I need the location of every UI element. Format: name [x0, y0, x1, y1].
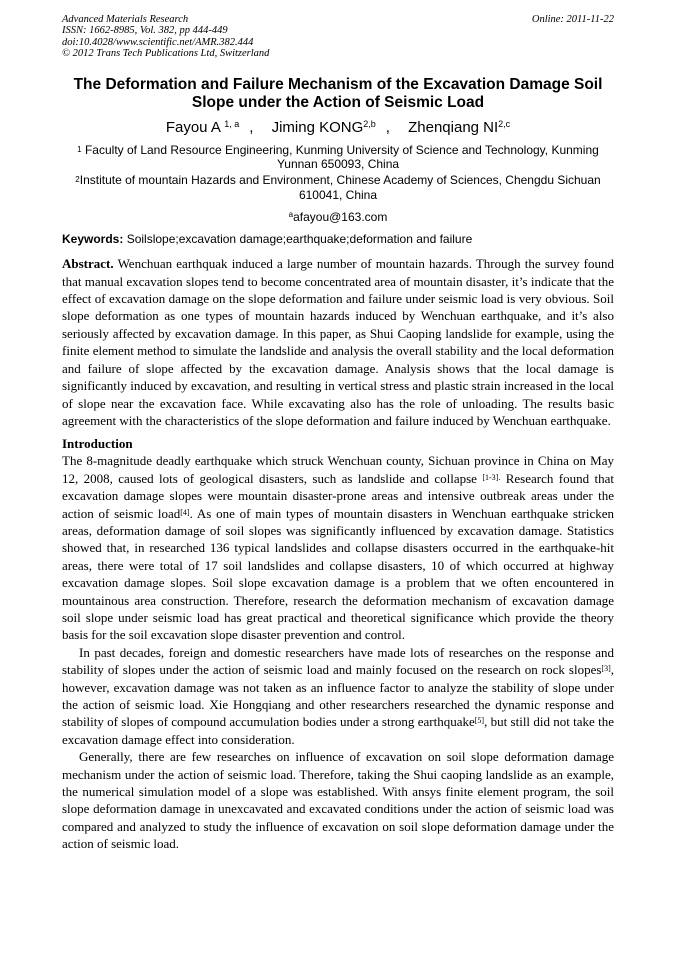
author-separator: ,: [385, 118, 390, 136]
abstract-label: Abstract.: [62, 256, 114, 272]
issn: ISSN: 1662-8985, Vol. 382, pp 444-449: [62, 25, 228, 37]
abstract-text: Wenchuan earthquak induced a large number of mountain hazards. Through the survey found that manual excavation slopes tend to become concentrated area of mountain disaster, it’s indicate that the effect of excavation damage on the slope deformation and failure under seismic load is very obvious. Soil slope deformation as one types of mountain hazards induced by Wenchuan earthquake, and it’s also seriously affected by excavation damage. In this paper, as Shui Caoping landslide for example, using the finite element method to simulate the landslide and analysis the overall stability and the local deformation and failure of slope affected by the excavation damage. Analysis shows that the local damage is significantly induced by excavation, and resulting in vertical stress and plastic strain increased in the local of slope near the excavation face. While excavating also has the role of unloading. The results basic agreement with the characteristics of the slope deformation and failure induced by Wenchuan earthquake.: [62, 256, 614, 428]
citation: [3]: [601, 664, 611, 674]
author-sup: 2,c: [498, 118, 511, 129]
keywords-label: Keywords:: [62, 232, 124, 247]
author-sup: 1, a: [224, 118, 240, 129]
keywords: [62, 232, 614, 246]
text-run: , however, excavation damage was not taken as an influence factor to analyze the stability of slope under the action of seismic load. Xie Hongqiang and other researchers researched the dynamic response and stability of slopes of compound accumulation bodies under a strong earthquake: [62, 662, 614, 730]
title-line-1: The Deformation and Failure Mechanism of the Excavation Damage Soil: [73, 75, 603, 93]
affiliation-2: [62, 173, 614, 202]
author-email: [62, 210, 614, 224]
intro-paragraph-2: [62, 644, 614, 748]
author-name: Jiming KONG: [271, 118, 364, 136]
affiliation-line: 610041, China: [298, 187, 378, 202]
text-run: In past decades, foreign and domestic researchers have made lots of researches on the response and stability of slopes under the action of seismic load and mainly focused on the research on rock slopes: [62, 644, 614, 678]
author-sup: 2,b: [363, 118, 376, 129]
intro-paragraph-1: [62, 452, 614, 643]
citation: [5]: [474, 716, 485, 726]
affiliation-sup: 1: [77, 144, 82, 154]
citation: [4]: [180, 507, 190, 517]
affiliation-line: Faculty of Land Resource Engineering, Kunming University of Science and Technology, Kunming: [84, 142, 599, 157]
text-run: . As one of main types of mountain disasters in Wenchuan earthquake stricken areas, deformation damage of soil slopes was significantly influenced by excavation damage. Statistics showed that, in researched 136 typical landslides and collapse disasters occurred in the earthquake-hit areas, there were total of 17 soil landslides and collapse disasters, 10 of which occurred at highway excavation damage slopes. Soil slope excavation damage is a problem that we often encountered in mountainous area construction. Therefore, research the deformation mechanism of excavation damage soil slope under seismic load has great practical and theoretical significance which provide the theory basis for the soil excavation slope disaster prevention and control.: [62, 505, 614, 643]
author-name: Zhenqiang NI: [408, 118, 499, 136]
affiliation-line: Yunnan 650093, China: [276, 157, 400, 172]
author-name: Fayou A: [165, 118, 221, 136]
doi: doi:10.4028/www.scientific.net/AMR.382.444: [62, 36, 254, 48]
copyright: © 2012 Trans Tech Publications Ltd, Switzerland: [62, 48, 270, 60]
online-date: Online: 2011-11-22: [531, 14, 614, 25]
section-heading-introduction: Introduction: [62, 436, 133, 452]
abstract: [62, 255, 614, 429]
paper-page: [62, 14, 614, 853]
title-line-2: Slope under the Action of Seismic Load: [191, 93, 485, 111]
text-run: , but still did not take the excavation damage effect into consideration.: [62, 714, 614, 747]
journal-header: [62, 14, 614, 60]
intro-paragraph-3: Generally, there are few researches on influence of excavation on soil slope deformation damage mechanism under the action of seismic load. Therefore, taking the Shui caoping landslide as an example, the numerical simulation model of a slope was established. With ansys finite element program, the soil slope deformation damage in unexcavated and excavated conditions under the action of seismic load was compared and analyzed to study the influence of excavation on soil slope deformation damage under the action of seismic load.: [62, 749, 614, 852]
paper-title: [62, 76, 614, 112]
keywords-text: Soilslope;excavation damage;earthquake;deformation and failure: [126, 232, 473, 247]
text-run: Research found that excavation damage slopes were mountain disaster-prone areas and intensive outbreak areas under the action of seismic load: [62, 470, 614, 521]
citation: [1-3].: [482, 472, 501, 482]
affiliation-1: [62, 143, 614, 172]
affiliation-sup: 2: [75, 175, 80, 185]
email-address[interactable]: afayou@163.com: [293, 210, 388, 225]
author-list: [62, 118, 614, 137]
email-sup: a: [288, 210, 294, 220]
text-run: The 8-magnitude deadly earthquake which struck Wenchuan county, Sichuan province in China on May 12, 2008, caused lots of geological disasters, such as landslide and collapse: [62, 453, 614, 486]
author-separator: ,: [249, 118, 254, 136]
journal-name: Advanced Materials Research: [62, 14, 189, 25]
affiliation-line: Institute of mountain Hazards and Environment, Chinese Academy of Sciences, Chengdu Sichuan: [79, 173, 601, 188]
